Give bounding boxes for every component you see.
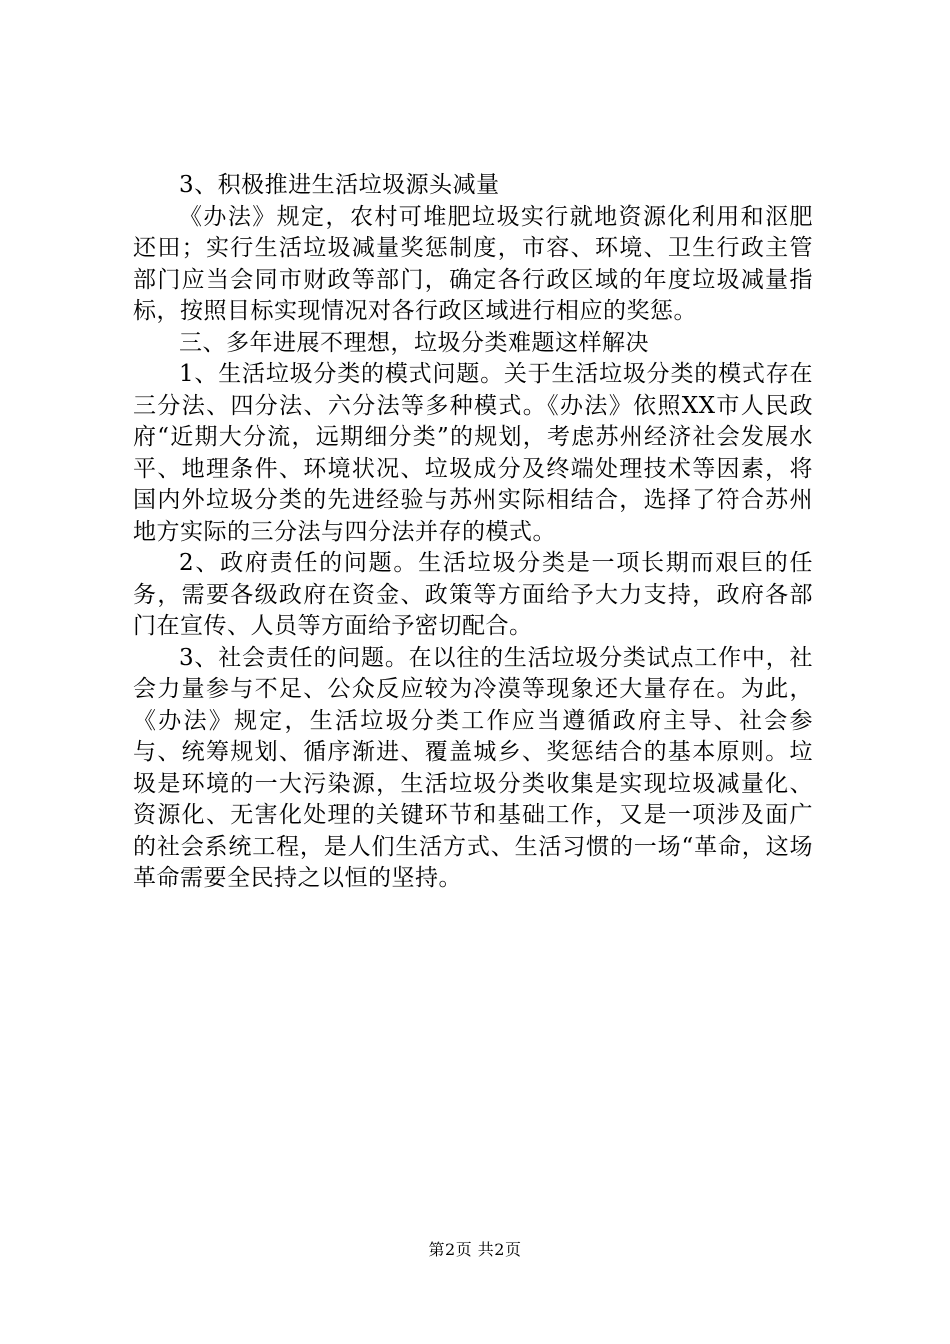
document-body — [133, 170, 813, 895]
paragraph-reduction-rules: 《办法》规定，农村可堆肥垃圾实行就地资源化利用和沤肥还田；实行生活垃圾减量奖惩制度，市容、环境、卫生行政主管部门应当会同市财政等部门，确定各行政区域的年度垃圾减量指标，按照目标实现情况对各行政区域进行相应的奖惩。 — [133, 203, 813, 324]
paragraph-government-responsibility: 2、政府责任的问题。生活垃圾分类是一项长期而艰巨的任务，需要各级政府在资金、政策等方面给予大力支持，政府各部门在宣传、人员等方面给予密切配合。 — [133, 550, 813, 639]
paragraph-social-responsibility: 3、社会责任的问题。在以往的生活垃圾分类试点工作中，社会力量参与不足、公众反应较为冷漠等现象还大量存在。为此，《办法》规定，生活垃圾分类工作应当遵循政府主导、社会参与、统筹规划、循序渐进、覆盖城乡、奖惩结合的基本原则。垃圾是环境的一大污染源，生活垃圾分类收集是实现垃圾减量化、资源化、无害化处理的关键环节和基础工作，又是一项涉及面广的社会系统工程，是人们生活方式、生活习惯的一场“革命，这场革命需要全民持之以恒的坚持。 — [133, 644, 813, 891]
section-heading-source-reduction: 3、积极推进生活垃圾源头减量 — [179, 172, 500, 198]
paragraph-classification-mode: 1、生活垃圾分类的模式问题。关于生活垃圾分类的模式存在三分法、四分法、六分法等多种模式。《办法》依照XX市人民政府“近期大分流，远期细分类”的规划，考虑苏州经济社会发展水平、地理条件、环境状况、垃圾成分及终端处理技术等因素，将国内外垃圾分类的先进经验与苏州实际相结合，选择了符合苏州地方实际的三分法与四分法并存的模式。 — [133, 361, 813, 545]
page-number-footer: 第2页 共2页 — [428, 1240, 522, 1259]
section-heading-solutions: 三、多年进展不理想，垃圾分类难题这样解决 — [179, 329, 649, 356]
